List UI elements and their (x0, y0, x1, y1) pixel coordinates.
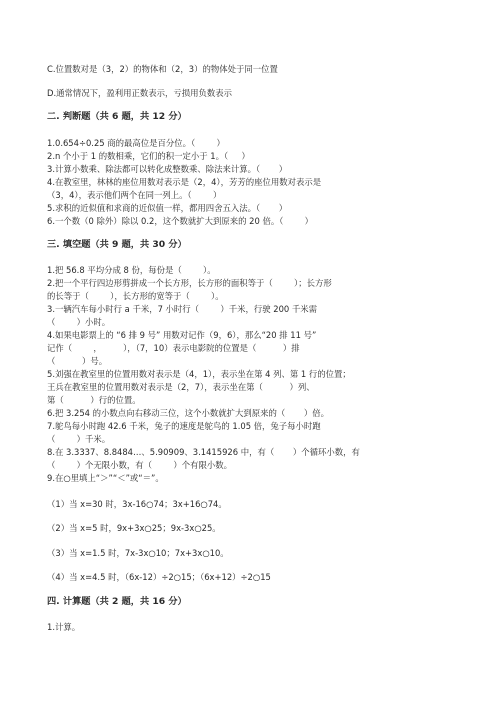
question-item: 8.在 3.3337、8.8484…、5.90909、3.1415926 中，有（ ）个循环小数，有 (47, 447, 360, 457)
question-item: 2.把一个平行四边形剪拼成一个长方形，长方形的面积等于（ ）；长方形 (47, 278, 332, 288)
question-item: 9.在○里填上“＞”“＜”或“＝”。 (47, 473, 164, 483)
question-item: 第（ ）行的位置。 (47, 395, 141, 405)
section-2-title: 二. 判断题（共 6 题，共 12 分） (47, 111, 187, 122)
question-item: 的长等于（ ），长方形的宽等于（ ）。 (47, 291, 224, 301)
question-item: （ ）千米。 (47, 434, 111, 444)
section-3-title: 三. 填空题（共 9 题，共 30 分） (47, 239, 187, 250)
question-item: 1.0.654÷0.25 商的最高位是百分位。（ ） (47, 138, 225, 148)
question-item: 记作（ ， ），（7，10）表示电影院的位置是（ ）排 (47, 343, 300, 353)
question-item: 3.计算小数乘、除法都可以转化成整数乘、除法来计算。（ ） (47, 164, 288, 174)
question-item: 1.计算。 (47, 622, 81, 632)
question-item: 5.刘强在教室里的位置用数对表示是（4，1），表示坐在第 4 列、第 1 行的位置； (47, 369, 351, 379)
question-item: 6.一个数（0 除外）除以 0.2，这个数就扩大到原来的 20 倍。（ ） (47, 216, 314, 226)
sub-question: （3）当 x=1.5 时，7x-3x○10；7x+3x○10。 (47, 548, 229, 558)
section-4-title: 四. 计算题（共 2 题，共 16 分） (47, 596, 187, 607)
question-item: （ ）个无限小数，有（ ）个有限小数。 (47, 460, 232, 470)
sub-question: （1）当 x=30 时，3x-16○74；3x+16○74。 (47, 499, 227, 509)
question-item: 2.n 个小于 1 的数相乘，它们的积一定小于 1。（ ） (47, 151, 250, 161)
question-item: 4.在教室里，林林的座位用数对表示是（2，4），芳芳的座位用数对表示是 (47, 177, 322, 187)
question-item: （ ）小时。 (47, 317, 111, 327)
question-item: （3，4），表示他们两个在同一列上。（ ） (47, 190, 222, 200)
question-item: 6.把 3.254 的小数点向右移动三位，这个小数就扩大到原来的（ ）倍。 (47, 408, 330, 418)
question-item: 1.把 56.8 平均分成 8 份，每份是（ ）。 (47, 265, 216, 275)
sub-question: （2）当 x=5 时，9x+3x○25；9x-3x○25。 (47, 523, 221, 533)
option-c: C.位置数对是（3，2）的物体和（2，3）的物体处于同一位置 (47, 64, 278, 74)
question-item: 4.如果电影票上的 “6 排 9 号” 用数对记作（9，6），那么“20 排 11 号” (47, 330, 317, 340)
question-item: （ ）号。 (47, 356, 108, 366)
question-item: 王兵在教室里的位置用数对表示是（2，7），表示坐在第（ ）列、 (47, 382, 315, 392)
question-item: 5.求积的近似值和求商的近似值一样，都用四舍五入法。（ ） (47, 203, 288, 213)
question-item: 3.一辆汽车每小时行 a 千米，7 小时行（ ）千米，行驶 200 千米需 (47, 304, 318, 314)
sub-question: （4）当 x=4.5 时，（6x-12）÷2○15；（6x+12）÷2○15 (47, 572, 271, 582)
option-d: D.通常情况下，盈利用正数表示，亏损用负数表示 (47, 88, 232, 98)
question-item: 7.鸵鸟每小时跑 42.6 千米，兔子的速度是鸵鸟的 1.05 倍，兔子每小时跑 (47, 421, 321, 431)
